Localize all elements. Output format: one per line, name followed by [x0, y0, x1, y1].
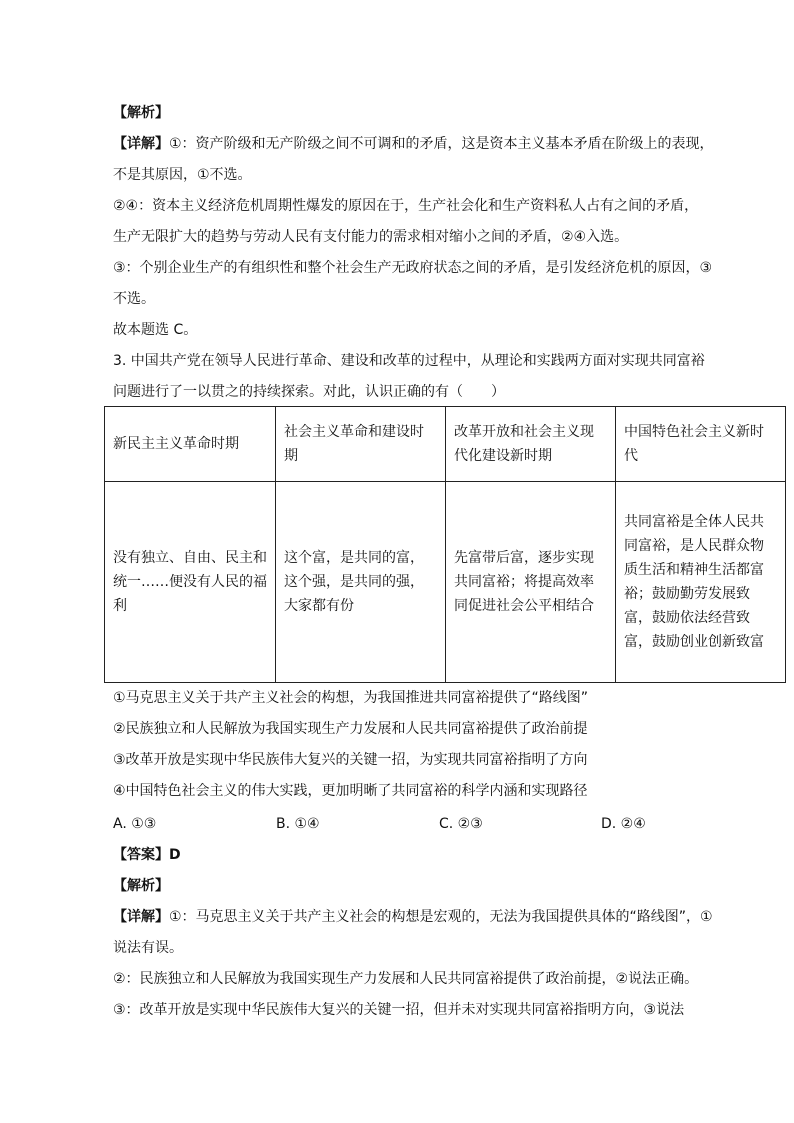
option-a: A. ①③	[113, 816, 157, 832]
conclusion-line: 故本题选 C。	[113, 322, 198, 338]
statement-1: ①马克思主义关于共产主义社会的构想，为我国推进共同富裕提供了“路线图”	[113, 690, 589, 706]
detail-line-2: 不是其原因，①不选。	[113, 167, 252, 183]
period-table	[104, 406, 786, 683]
analysis-text: ①：马克思主义关于共产主义社会的构想是宏观的，无法为我国提供具体的“路线图”，①	[169, 909, 713, 925]
analysis-heading: 【解析】	[113, 105, 169, 121]
detail-label: 【详解】	[113, 136, 169, 152]
question-stem-line-2: 问题进行了一以贯之的持续探索。对此，认识正确的有（ ）	[113, 384, 505, 400]
table-header-cell: 新民主主义革命时期	[105, 407, 276, 482]
detail-line-1	[113, 134, 714, 154]
option-c: C. ②③	[439, 816, 483, 832]
analysis-line-1	[113, 907, 713, 927]
table-header-row	[105, 407, 786, 482]
table-row	[105, 482, 786, 683]
option-d: D. ②④	[601, 816, 646, 832]
table-header-cell: 中国特色社会主义新时代	[616, 407, 786, 482]
table-header-cell: 社会主义革命和建设时期	[276, 407, 446, 482]
table-header-cell: 改革开放和社会主义现代化建设新时期	[446, 407, 616, 482]
question-stem-line-1: 3. 中国共产党在领导人民进行革命、建设和改革的过程中，从理论和实践两方面对实现共同富裕	[113, 353, 705, 369]
statement-4: ④中国特色社会主义的伟大实践，更加明晰了共同富裕的科学内涵和实现路径	[113, 783, 588, 799]
analysis-line-4: ③：改革开放是实现中华民族伟大复兴的关键一招，但并未对实现共同富裕指明方向，③说法	[113, 1002, 685, 1018]
table-cell: 共同富裕是全体人民共同富裕，是人民群众物质生活和精神生活都富裕；鼓励勤劳发展致富，鼓励依法经营致富，鼓励创业创新致富	[616, 482, 786, 683]
detail-line-3: ②④：资本主义经济危机周期性爆发的原因在于，生产社会化和生产资料私人占有之间的矛盾，	[113, 198, 699, 214]
analysis-line-2: 说法有误。	[113, 940, 183, 956]
detail-label-2: 【详解】	[113, 909, 169, 925]
detail-line-5: ③：个别企业生产的有组织性和整个社会生产无政府状态之间的矛盾，是引发经济危机的原因，③	[113, 260, 713, 276]
analysis-line-3: ②：民族独立和人民解放为我国实现生产力发展和人民共同富裕提供了政治前提，②说法正确。	[113, 971, 699, 987]
detail-line-6: 不选。	[113, 291, 155, 307]
table-cell: 先富带后富，逐步实现共同富裕；将提高效率同促进社会公平相结合	[446, 482, 616, 683]
statement-3: ③改革开放是实现中华民族伟大复兴的关键一招，为实现共同富裕指明了方向	[113, 752, 588, 768]
statement-2: ②民族独立和人民解放为我国实现生产力发展和人民共同富裕提供了政治前提	[113, 721, 588, 737]
option-b: B. ①④	[276, 816, 320, 832]
detail-line-4: 生产无限扩大的趋势与劳动人民有支付能力的需求相对缩小之间的矛盾，②④入选。	[113, 229, 629, 245]
table-cell: 没有独立、自由、民主和统一……便没有人民的福利	[105, 482, 276, 683]
analysis-heading-2: 【解析】	[113, 878, 169, 894]
table-cell: 这个富，是共同的富，这个强，是共同的强，大家都有份	[276, 482, 446, 683]
detail-text: ①：资产阶级和无产阶级之间不可调和的矛盾，这是资本主义基本矛盾在阶级上的表现，	[169, 136, 714, 152]
answer-line: 【答案】D	[113, 847, 181, 863]
